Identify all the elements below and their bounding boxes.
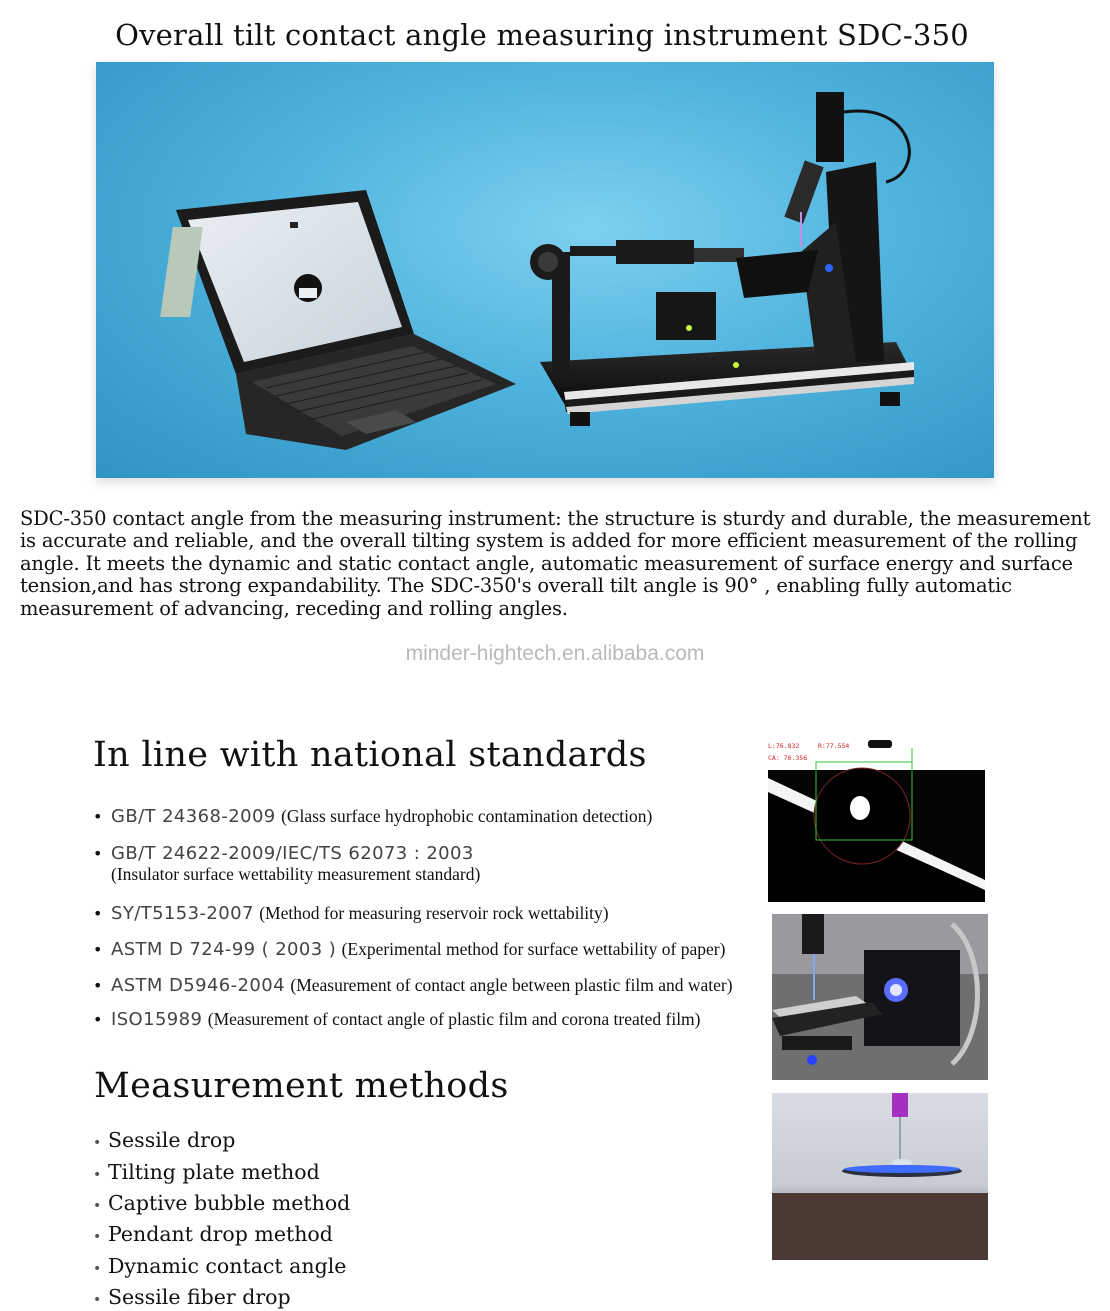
bullet-icon: • xyxy=(93,1010,103,1029)
drop-readout-ca: CA: 76.356 xyxy=(768,754,808,762)
standard-code: ASTM D 724-99 ( 2003 ) xyxy=(111,939,337,960)
method-label: Tilting plate method xyxy=(108,1160,320,1184)
standard-note: (Glass surface hydrophobic contamination detection) xyxy=(281,806,653,826)
method-label: Pendant drop method xyxy=(108,1222,333,1246)
bullet-icon: • xyxy=(93,1198,102,1214)
method-item xyxy=(93,1160,320,1184)
standard-code: ASTM D5946-2004 xyxy=(111,975,285,996)
method-item xyxy=(93,1128,235,1152)
standard-note: (Experimental method for surface wettability of paper) xyxy=(341,939,726,959)
instrument-image xyxy=(530,92,914,426)
bullet-icon: • xyxy=(93,1229,102,1245)
instrument-light-thumbnail xyxy=(772,914,988,1080)
method-label: Sessile fiber drop xyxy=(108,1285,291,1309)
methods-heading: Measurement methods xyxy=(94,1066,509,1106)
bullet-icon: • xyxy=(93,1167,102,1183)
standard-item xyxy=(93,939,725,960)
standard-item xyxy=(93,806,652,827)
standard-note: (Measurement of contact angle between plastic film and water) xyxy=(290,975,733,995)
product-hero-image xyxy=(96,62,994,478)
drop-analysis-thumbnail xyxy=(768,740,985,902)
method-label: Captive bubble method xyxy=(108,1191,351,1215)
method-label: Sessile drop xyxy=(108,1128,236,1152)
instrument-illustration xyxy=(96,62,994,478)
standard-code: GB/T 24368-2009 xyxy=(111,806,276,827)
needle-drop-thumbnail xyxy=(772,1093,988,1260)
bullet-icon: • xyxy=(93,1292,102,1308)
standard-code: SY/T5153-2007 xyxy=(111,903,254,924)
bullet-icon: • xyxy=(93,844,103,863)
bullet-icon: • xyxy=(93,940,103,959)
method-item xyxy=(93,1285,291,1309)
product-description: SDC-350 contact angle from the measuring instrument: the structure is sturdy and durable, the measurement is accurate and reliable, and the overall tilting system is added for more efficient measurement of the rolling angle. It meets the dynamic and static contact angle, automatic measurement of surface energy and surface tension,and has strong expandability. The SDC-350's overall tilt angle is 90° , enabling fully automatic measurement of advancing, receding and rolling angles. xyxy=(20,507,1091,620)
bullet-icon: • xyxy=(93,807,103,826)
drop-readout-right: R:77.554 xyxy=(818,742,850,750)
method-item xyxy=(93,1254,346,1278)
method-label: Dynamic contact angle xyxy=(108,1254,347,1278)
standard-item xyxy=(93,1009,701,1030)
store-watermark: minder-hightech.en.alibaba.com xyxy=(405,642,705,665)
laptop-image xyxy=(160,190,516,450)
method-item xyxy=(93,1191,350,1215)
standard-note: (Insulator surface wettability measurement standard) xyxy=(111,864,481,884)
standards-heading: In line with national standards xyxy=(93,735,647,775)
standard-code: GB/T 24622-2009/IEC/TS 62073 : 2003 xyxy=(111,843,474,864)
standard-note: (Measurement of contact angle of plastic film and corona treated film) xyxy=(207,1009,701,1029)
drop-readout-left: L:76.832 xyxy=(768,742,800,750)
standard-code: ISO15989 xyxy=(111,1009,203,1030)
standard-item xyxy=(93,843,480,885)
page-title: Overall tilt contact angle measuring instrument SDC-350 xyxy=(115,18,969,52)
standard-note: (Method for measuring reservoir rock wettability) xyxy=(259,903,609,923)
standard-item xyxy=(93,975,733,996)
method-item xyxy=(93,1222,333,1246)
bullet-icon: • xyxy=(93,1261,102,1277)
bullet-icon: • xyxy=(93,904,103,923)
bullet-icon: • xyxy=(93,976,103,995)
standard-item xyxy=(93,903,609,924)
bullet-icon: • xyxy=(93,1135,102,1151)
